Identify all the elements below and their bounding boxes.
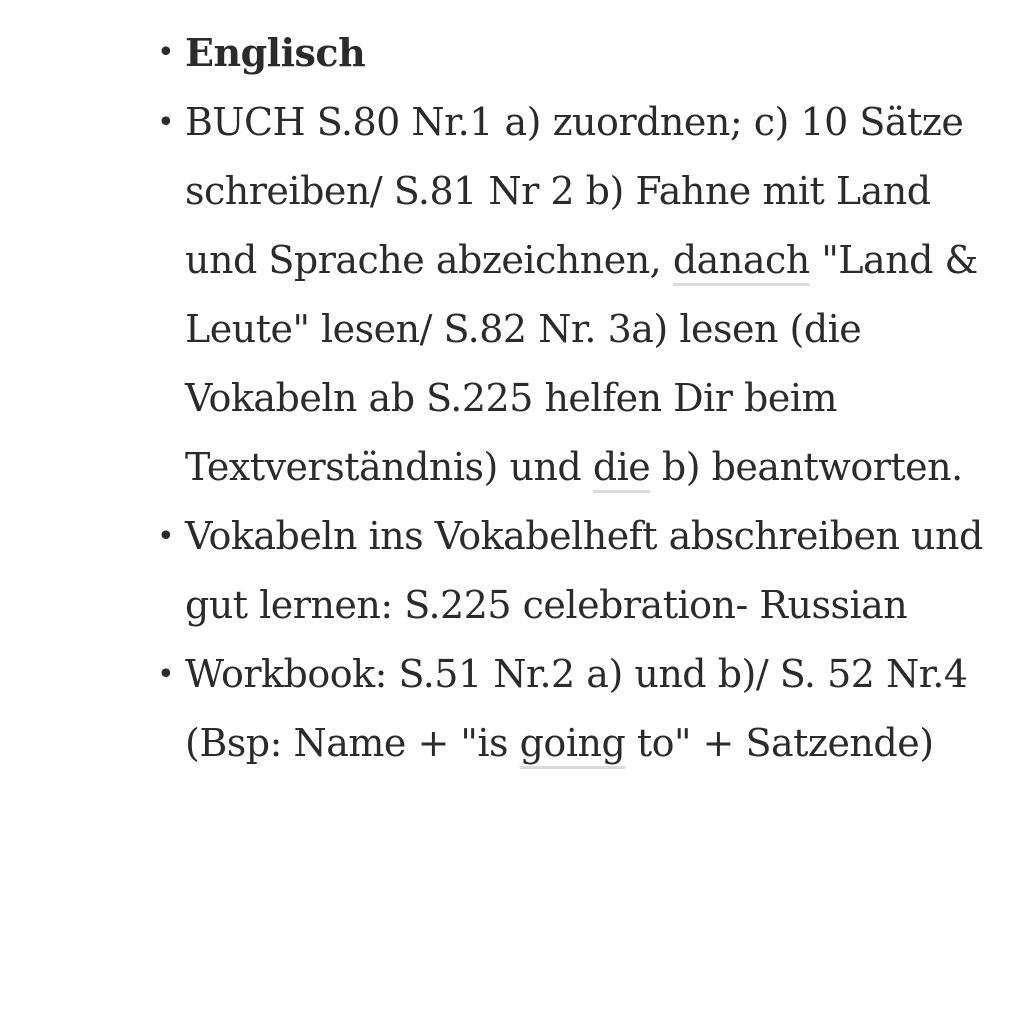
list-item-workbook (157, 640, 1005, 778)
homework-content (157, 18, 1005, 778)
bullet-icon: • (157, 105, 175, 140)
bullet-icon: • (157, 35, 175, 70)
book-task-text-end: b) beantworten. (650, 445, 963, 489)
workbook-text: Workbook: S.51 Nr.2 a) und b)/ S. 52 Nr.4 (Bsp: Name + "is (185, 652, 968, 765)
book-task-text: BUCH S.80 Nr.1 a) zuordnen; c) 10 Sätze schreiben/ S.81 Nr 2 b) Fahne mit Land und Sprache abzeichnen, (185, 100, 964, 282)
book-task-text-continued: "Land & Leute" lesen/ S.82 Nr. 3a) lesen (die Vokabeln ab S.225 helfen Dir beim Textverständnis) und (185, 238, 978, 489)
underlined-word-die: die (592, 445, 651, 489)
vocabulary-text: Vokabeln ins Vokabelheft abschreiben und gut lernen: S.225 celebration- Russian (185, 514, 983, 627)
workbook-text-end: to" + Satzende) (625, 721, 934, 765)
subject-heading: Englisch (185, 30, 366, 75)
list-item-vocabulary (157, 502, 1005, 640)
bullet-icon: • (157, 657, 175, 692)
homework-list (157, 18, 1005, 778)
underlined-word-going: going (519, 721, 626, 765)
list-item-book-task (157, 88, 1005, 502)
bullet-icon: • (157, 519, 175, 554)
list-item-subject (157, 18, 1005, 88)
underlined-word-danach: danach (672, 238, 810, 282)
